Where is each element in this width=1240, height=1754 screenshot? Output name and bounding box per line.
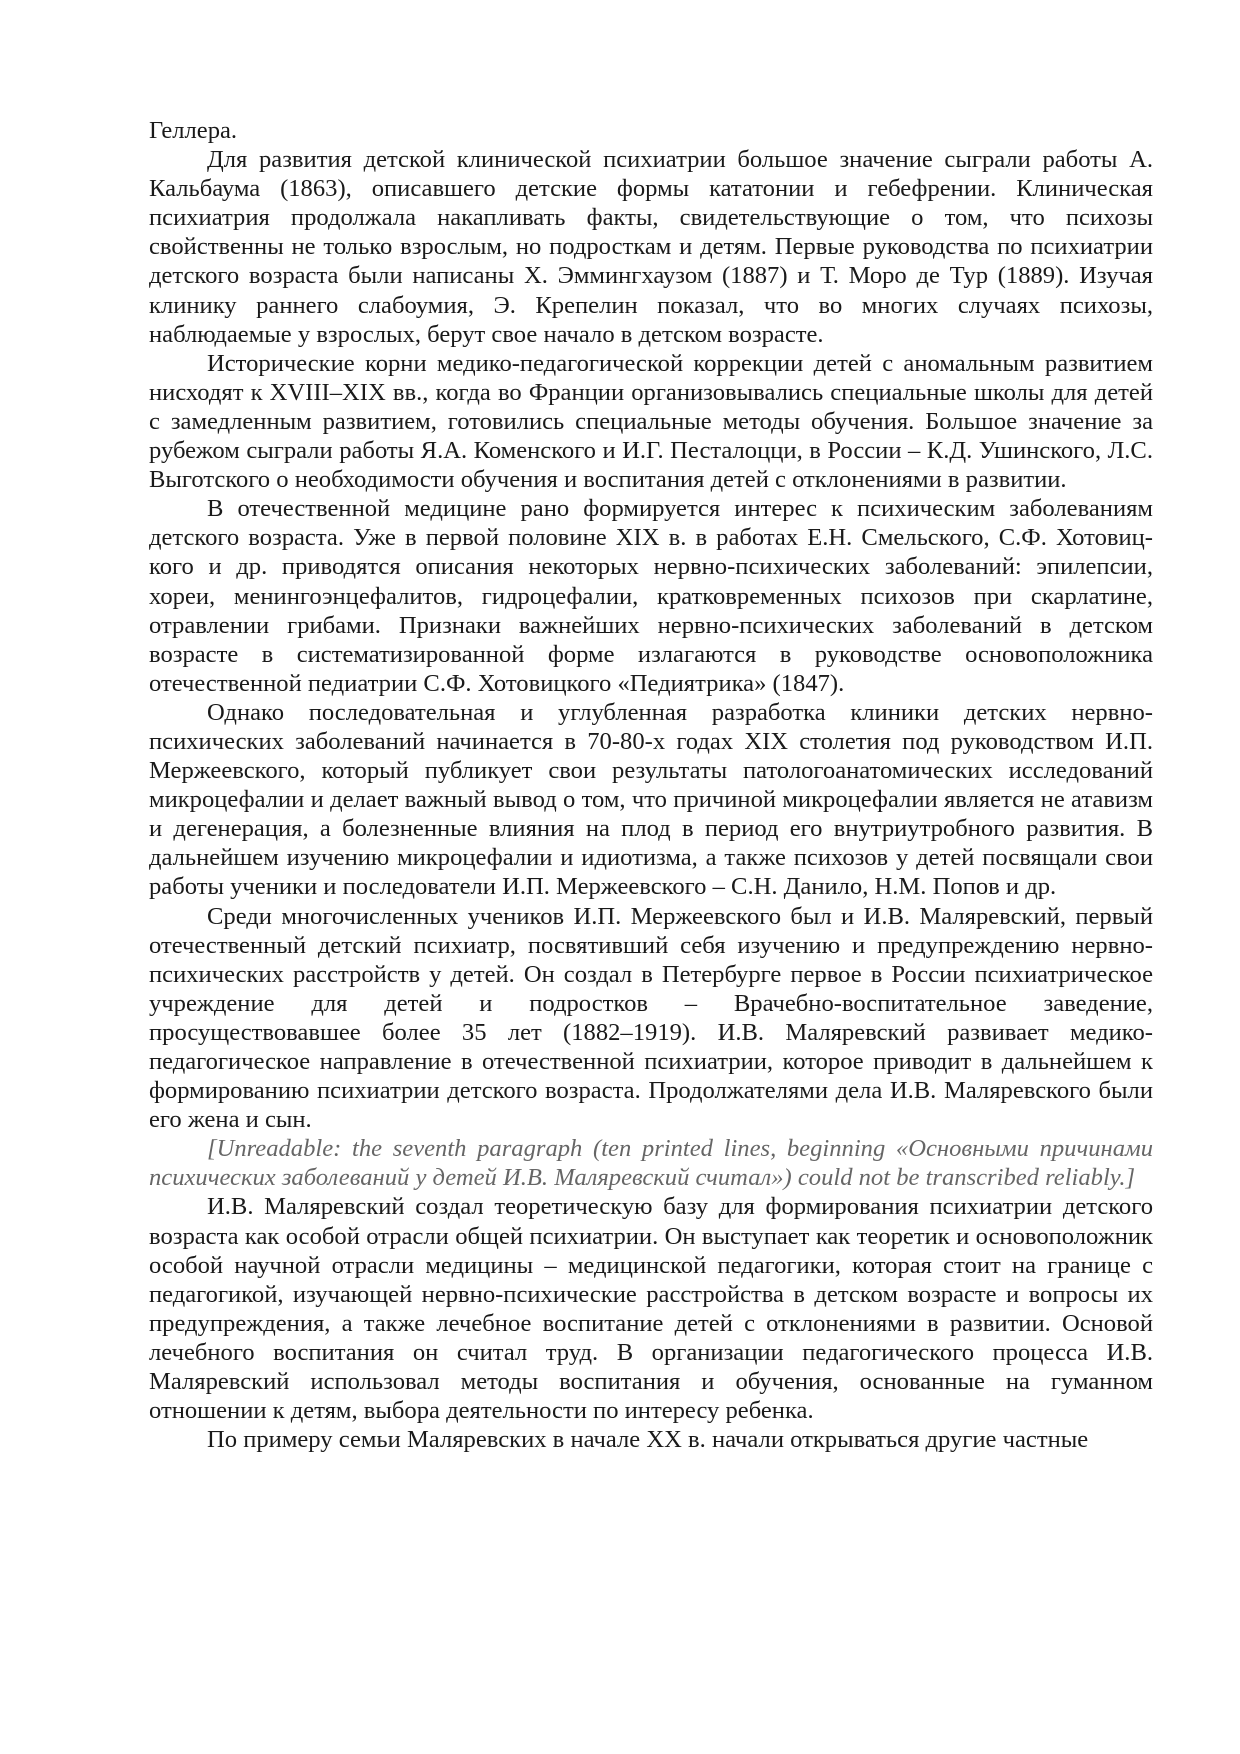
- paragraph-5: Однако последовательная и углубленная разработка клиники детских нервно-психических заболеваний начинается в 70-80-х годах XIX столетия под руководством И.П. Мержеевского, который публикует свои результаты патологоанатомических исследований микроцефалии и делает важный вывод о том, что причиной микроцефалии является не атавизм и дегенерация, а болезненные влияния на плод в период его внутриутробного развития. В дальнейшем изучению микроцефалии и идиотизма, а также психозов у детей посвящали свои работы ученики и последователи И.П. Мержеевского – С.Н. Данило, Н.М. Попов и др.: [149, 698, 1153, 901]
- paragraph-7: [Unreadable: the seventh paragraph (ten printed lines, beginning «Основными причинами психических заболеваний у детей И.В. Маляревский считал») could not be transcribed reliably.]: [149, 1135, 1153, 1192]
- paragraph-6: Среди многочисленных учеников И.П. Мержеевского был и И.В. Маляревский, первый отечественный детский психиатр, посвятивший себя изучению и предупреждению нервно-психических расстройств у детей. Он создал в Петербурге первое в России психиатрическое учреждение для детей и подростков – Врачебно-воспитательное заведение, просуществовавшее более 35 лет (1882–1919). И.В. Маляревский развивает медико-педагогическое направление в отечественной психиатрии, которое приводит в дальнейшем к формированию психиатрии детского возраста. Продолжателями дела И.В. Маляревского были его жена и сын.: [149, 902, 1153, 1134]
- paragraph-4: В отечественной медицине рано формируется интерес к психическим заболеваниям детского возраста. Уже в первой половине XIX в. в работах Е.Н. Смельского, С.Ф. Хотовиц-кого и др. приводятся описания некоторых нервно-психических заболеваний: эпилепсии, хореи, менингоэнцефалитов, гидроцефалии, кратковременных психозов при скарлатине, отравлении грибами. Признаки важнейших нервно-психических заболеваний в детском возрасте в систематизированной форме излагаются в руководстве основоположника отечественной педиатрии С.Ф. Хотовицкого «Педиятрика» (1847).: [149, 495, 1153, 697]
- paragraph-9: По примеру семьи Маляревских в начале XX в. начали открываться другие частные: [207, 1426, 1089, 1454]
- page-body-text: [149, 116, 1153, 1454]
- paragraph-1: Геллера.: [149, 117, 238, 144]
- paragraph-3: Исторические корни медико-педагогической коррекции детей с аномальным развитием нисходят к XVIII–XIX вв., когда во Франции организовывались специальные школы для детей с замедленным развитием, готовились специальные методы обучения. Большое значение за рубежом сыграли работы Я.А. Коменского и И.Г. Песталоцци, в России – К.Д. Ушинского, Л.С. Выготского о необходимости обучения и воспитания детей с отклонениями в развитии.: [149, 349, 1153, 494]
- paragraph-2: Для развития детской клинической психиатрии большое значение сыграли работы А. Кальбаума (1863), описавшего детские формы кататонии и гебефрении. Клиническая психиатрия продолжала накапливать факты, свидетельствующие о том, что психозы свойственны не только взрослым, но подросткам и детям. Первые руководства по психиатрии детского возраста были написаны Х. Эммингхаузом (1887) и Т. Моро де Тур (1889). Изучая клинику раннего слабоумия, Э. Крепелин показал, что во многих случаях психозы, наблюдаемые у взрослых, берут свое начало в детском возрасте.: [149, 146, 1153, 348]
- paragraph-8: И.В. Маляревский создал теоретическую базу для формирования психиатрии детского возраста как особой отрасли общей психиатрии. Он выступает как теоретик и основоположник особой научной отрасли медицины – медицинской педагогики, которая стоит на границе с педагогикой, изучающей нервно-психические расстройства в детском возрасте и вопросы их предупреждения, а также лечебное воспитание детей с отклонениями в развитии. Основой лечебного воспитания он считал труд. В организации педагогического процесса И.В. Маляревский использовал методы воспитания и обучения, основанные на гуманном отношении к детям, выбора деятельности по интересу ребенка.: [149, 1193, 1153, 1425]
